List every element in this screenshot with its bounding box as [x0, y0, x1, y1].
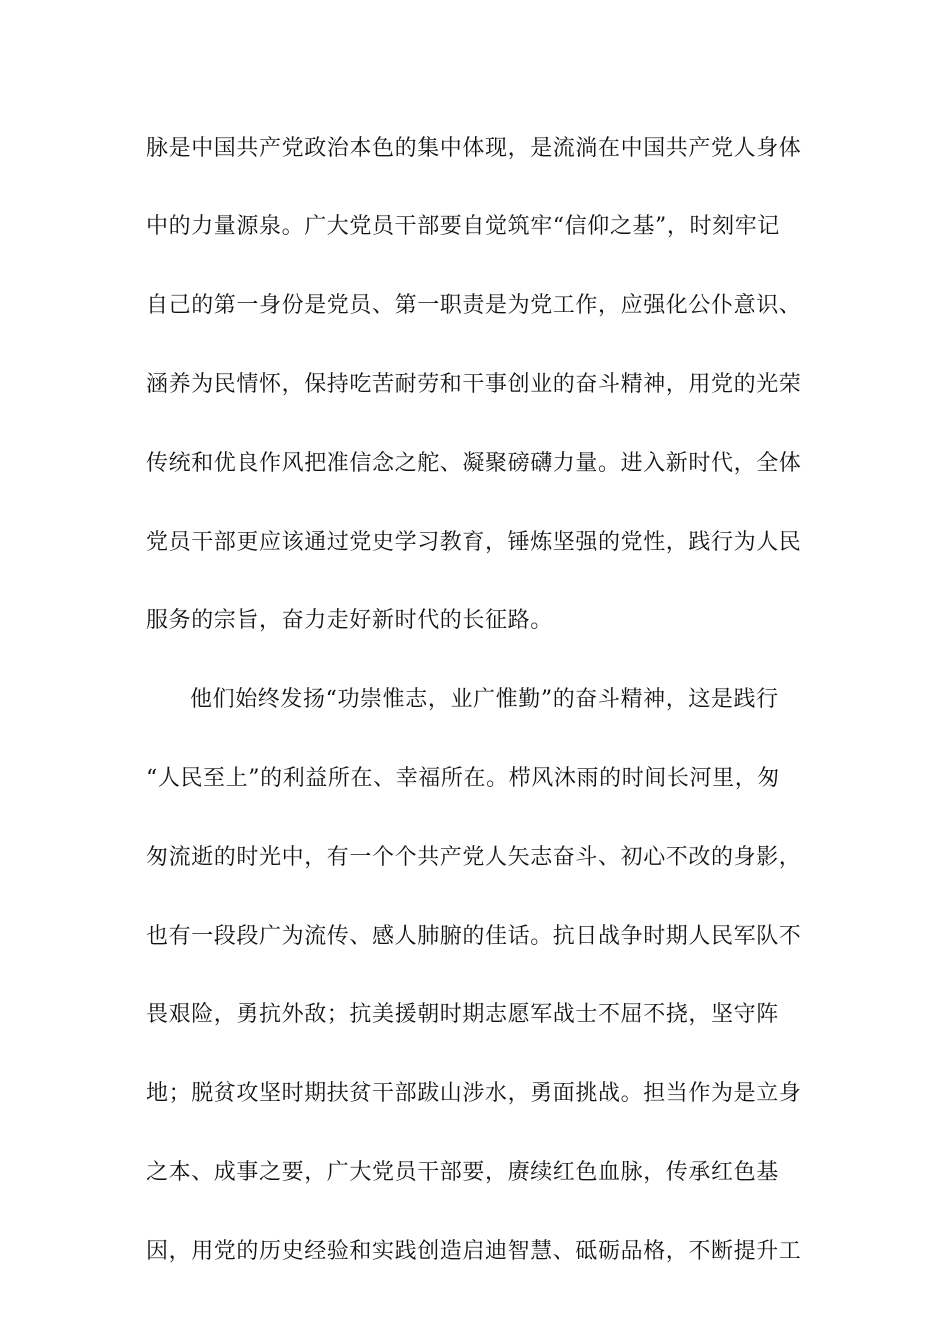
text-line-11: 也有一段段广为流传、感人肺腑的佳话。抗日战争时期人民军队不: [146, 924, 802, 949]
text-line-12: 畏艰险，勇抗外敌；抗美援朝时期志愿军战士不屈不挠，坚守阵: [146, 1002, 779, 1027]
text-line-8: 他们始终发扬“功崇惟志，业广惟勤”的奋斗精神，这是践行: [190, 687, 779, 712]
text-line-6: 党员干部更应该通过党史学习教育，锤炼坚强的党性，践行为人民: [146, 530, 802, 555]
text-line-15: 因，用党的历史经验和实践创造启迪智慧、砥砺品格，不断提升工: [146, 1239, 802, 1264]
text-line-3: 自己的第一身份是党员、第一职责是为党工作，应强化公仆意识、: [146, 293, 802, 318]
text-line-1: 脉是中国共产党政治本色的集中体现，是流淌在中国共产党人身体: [146, 136, 802, 161]
text-line-9: “人民至上”的利益所在、幸福所在。栉风沐雨的时间长河里，匆: [146, 766, 780, 791]
text-line-7: 服务的宗旨，奋力走好新时代的长征路。: [146, 608, 553, 633]
text-line-10: 匆流逝的时光中，有一个个共产党人矢志奋斗、初心不改的身影，: [146, 845, 802, 870]
text-line-14: 之本、成事之要，广大党员干部要，赓续红色血脉，传承红色基: [146, 1160, 779, 1185]
text-line-5: 传统和优良作风把准信念之舵、凝聚磅礴力量。进入新时代，全体: [146, 451, 802, 476]
text-line-4: 涵养为民情怀，保持吃苦耐劳和干事创业的奋斗精神，用党的光荣: [146, 372, 802, 397]
text-line-2: 中的力量源泉。广大党员干部要自觉筑牢“信仰之基”，时刻牢记: [146, 214, 780, 239]
text-line-13: 地；脱贫攻坚时期扶贫干部跋山涉水，勇面挑战。担当作为是立身: [146, 1081, 802, 1106]
